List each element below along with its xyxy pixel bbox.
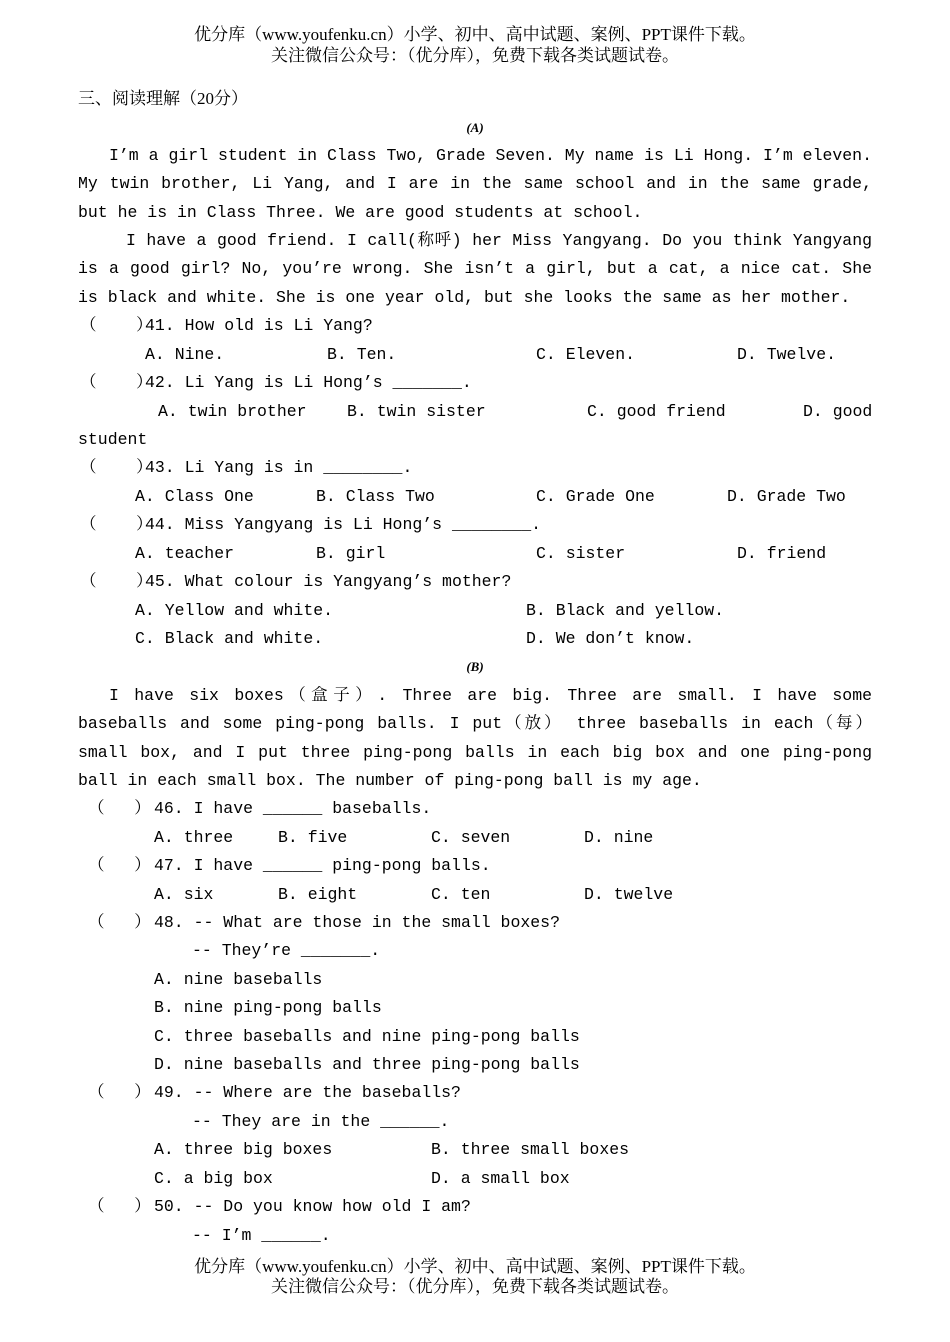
- q45-bracket[interactable]: （ ）: [80, 572, 153, 591]
- q42-bracket[interactable]: （ ）: [80, 373, 153, 392]
- q45-option-b: B. Black and yellow.: [526, 601, 725, 620]
- q48-reply: -- They’re _______.: [192, 941, 381, 960]
- header-line-1: 优分库（www.youfenku.cn）小学、初中、高中试题、案例、PPT课件下载。: [194, 25, 756, 44]
- q41-stem: 41. How old is Li Yang?: [145, 316, 373, 335]
- q41-option-c: C. Eleven.: [536, 345, 636, 364]
- q50-stem: 50. -- Do you know how old I am?: [154, 1197, 471, 1216]
- q44-stem: 44. Miss Yangyang is Li Hong’s ________.: [145, 515, 542, 534]
- q44-bracket[interactable]: （ ）: [80, 515, 153, 534]
- q43-option-d: D. Grade Two: [727, 487, 846, 506]
- q46-bracket[interactable]: （ ）: [88, 799, 151, 818]
- q50-reply: -- I’m ______.: [192, 1226, 331, 1245]
- q48-bracket[interactable]: （ ）: [88, 913, 151, 932]
- q46-stem: 46. I have ______ baseballs.: [154, 799, 432, 818]
- q46-option-b: B. five: [278, 828, 348, 847]
- q49-reply: -- They are in the ______.: [192, 1112, 450, 1131]
- q49-stem: 49. -- Where are the baseballs?: [154, 1083, 461, 1102]
- q47-option-c: C. ten: [431, 885, 491, 904]
- q43-bracket[interactable]: （ ）: [80, 458, 153, 477]
- q49-option-d: D. a small box: [431, 1169, 570, 1188]
- footer-line-1: 优分库（www.youfenku.cn）小学、初中、高中试题、案例、PPT课件下载。: [194, 1257, 756, 1276]
- q48-option-d: D. nine baseballs and three ping-pong balls: [154, 1055, 580, 1074]
- q43-option-b: B. Class Two: [316, 487, 435, 506]
- header-line-2: 关注微信公众号：（优分库），免费下载各类试题试卷。: [271, 46, 679, 65]
- q42-option-c: C. good friend: [587, 402, 726, 421]
- q43-stem: 43. Li Yang is in ________.: [145, 458, 413, 477]
- q41-bracket[interactable]: （ ）: [80, 316, 153, 335]
- q44-option-d: D. friend: [737, 544, 827, 563]
- q49-option-a: A. three big boxes: [154, 1140, 333, 1159]
- q46-option-c: C. seven: [431, 828, 511, 847]
- q47-option-a: A. six: [154, 885, 214, 904]
- q42-option-d-continued: student: [78, 430, 148, 449]
- passage-a-paragraph-1: I’m a girl student in Class Two, Grade Seven. My name is Li Hong. I’m eleven. My twin brother, Li Yang, and I are in the same school and in the same grade, but he is in Class Three. We are good students at school.: [78, 146, 872, 222]
- q49-option-c: C. a big box: [154, 1169, 273, 1188]
- q42-option-d: D. good: [803, 402, 873, 421]
- passage-b-paragraph-1: I have six boxes（盒子）. Three are big. Three are small. I have some baseballs and some ping-pong balls. I put（放） three baseballs in each（每） small box, and I put three ping-pong balls in each big box and one ping-pong ball in each small box. The number of ping-pong ball is my age.: [78, 686, 872, 791]
- q45-option-a: A. Yellow and white.: [135, 601, 334, 620]
- q44-option-b: B. girl: [316, 544, 386, 563]
- q47-stem: 47. I have ______ ping-pong balls.: [154, 856, 491, 875]
- q44-option-a: A. teacher: [135, 544, 235, 563]
- q44-option-c: C. sister: [536, 544, 626, 563]
- q45-stem: 45. What colour is Yangyang’s mother?: [145, 572, 512, 591]
- q43-option-c: C. Grade One: [536, 487, 655, 506]
- q49-option-b: B. three small boxes: [431, 1140, 630, 1159]
- q47-bracket[interactable]: （ ）: [88, 856, 151, 875]
- q48-option-a: A. nine baseballs: [154, 970, 323, 989]
- passage-b-label: (B): [466, 659, 484, 674]
- passage-a-label: (A): [466, 120, 484, 135]
- q48-option-c: C. three baseballs and nine ping-pong balls: [154, 1027, 580, 1046]
- q42-stem: 42. Li Yang is Li Hong’s _______.: [145, 373, 472, 392]
- q45-option-d: D. We don’t know.: [526, 629, 695, 648]
- q42-option-a: A. twin brother: [158, 402, 307, 421]
- q41-option-a: A. Nine.: [145, 345, 225, 364]
- q47-option-b: B. eight: [278, 885, 358, 904]
- footer-line-2: 关注微信公众号：（优分库），免费下载各类试题试卷。: [271, 1277, 679, 1296]
- q42-option-b: B. twin sister: [347, 402, 486, 421]
- q43-option-a: A. Class One: [135, 487, 254, 506]
- q46-option-d: D. nine: [584, 828, 654, 847]
- q41-option-d: D. Twelve.: [737, 345, 837, 364]
- q48-stem: 48. -- What are those in the small boxes?: [154, 913, 560, 932]
- q41-option-b: B. Ten.: [327, 345, 397, 364]
- q47-option-d: D. twelve: [584, 885, 674, 904]
- q48-option-b: B. nine ping-pong balls: [154, 998, 382, 1017]
- section-title: 三、阅读理解（20分）: [78, 89, 248, 108]
- q49-bracket[interactable]: （ ）: [88, 1083, 151, 1102]
- passage-a-paragraph-2: I have a good friend. I call(称呼) her Miss Yangyang. Do you think Yangyang is a good girl? No, you’re wrong. She isn’t a girl, but a cat, a nice cat. She is black and white. She is one year old, but she looks the same as her mother.: [78, 231, 872, 307]
- q50-bracket[interactable]: （ ）: [88, 1197, 151, 1216]
- q45-option-c: C. Black and white.: [135, 629, 324, 648]
- q46-option-a: A. three: [154, 828, 234, 847]
